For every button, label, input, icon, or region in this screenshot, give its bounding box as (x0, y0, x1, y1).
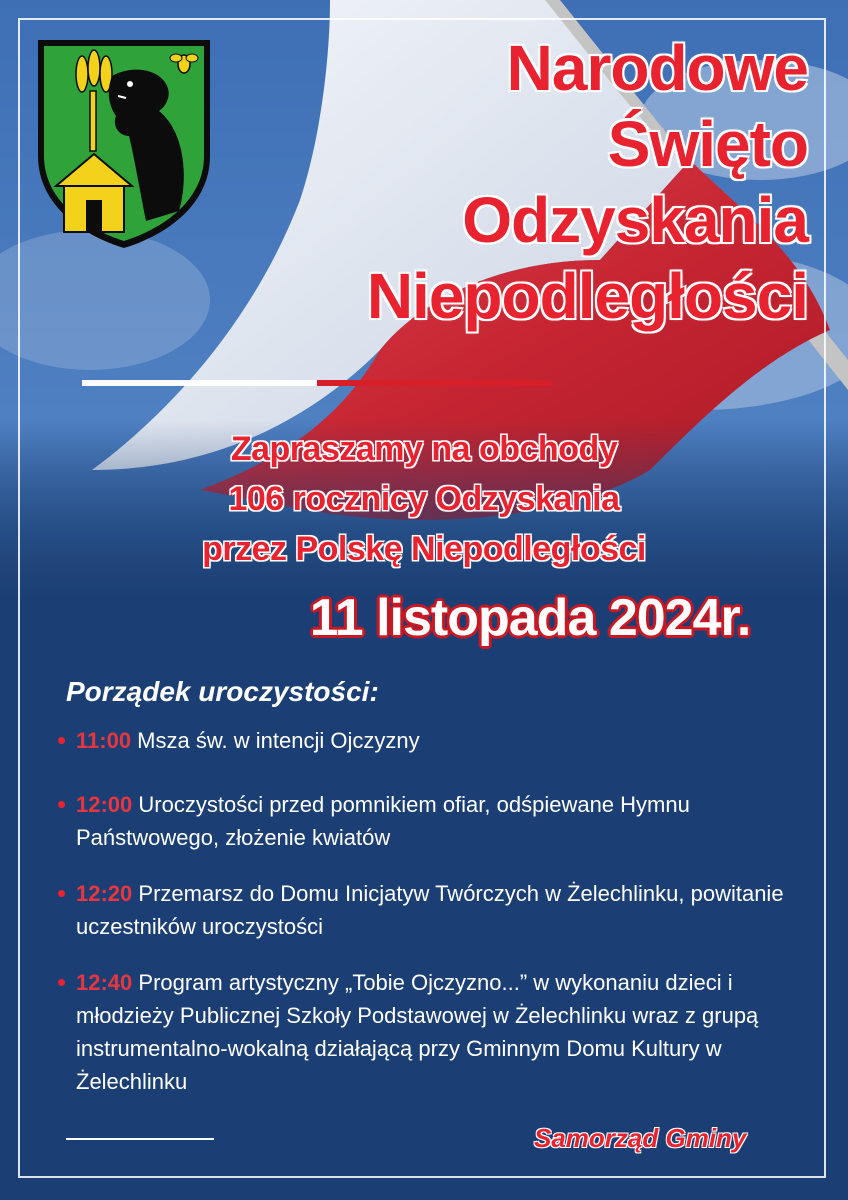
title-line: Odzyskania (462, 184, 808, 256)
event-date: 11 listopada 2024r. (309, 589, 751, 647)
divider-red-part (317, 380, 552, 386)
schedule-text: Msza św. w intencji Ojczyzny (137, 728, 420, 753)
bullet-icon (58, 737, 65, 744)
divider-white-part (82, 380, 317, 386)
schedule-item (54, 966, 814, 1098)
schedule-time: 12:00 (76, 792, 139, 817)
schedule-time: 11:00 (76, 728, 138, 753)
coat-of-arms-icon (34, 36, 214, 252)
invitation-text (100, 424, 748, 574)
page-title (248, 30, 808, 334)
schedule-time: 12:40 (76, 970, 139, 995)
signature: Samorząd Gminy (534, 1123, 747, 1153)
title-line: Święto (607, 108, 808, 180)
schedule-item (54, 788, 814, 854)
invitation-line: 106 rocznicy Odzyskania (228, 480, 620, 518)
invitation-line: Zapraszamy na obchody (230, 430, 618, 468)
schedule-text: Uroczystości przed pomnikiem ofiar, odśpiewane Hymnu Państwowego, złożenie kwiatów (76, 792, 690, 850)
bullet-icon (58, 801, 65, 808)
divider-white-red (82, 380, 552, 386)
schedule-time: 12:20 (76, 881, 139, 906)
program-schedule (54, 724, 814, 1129)
footer-divider (66, 1138, 214, 1140)
program-heading: Porządek uroczystości: (66, 676, 379, 707)
schedule-text: Program artystyczny „Tobie Ojczyzno...” w wykonaniu dzieci i młodzieży Publicznej Szkoły Podstawowej w Żelechlinku wraz z grupą instrumentalno-wokalną działającą przy Gminnym Domu Kultury w Żelechlinku (76, 970, 759, 1094)
bullet-icon (58, 979, 65, 986)
invitation-line: przez Polskę Niepodległości (202, 530, 646, 568)
bullet-icon (58, 890, 65, 897)
title-line: Narodowe (506, 32, 808, 104)
schedule-item (54, 724, 814, 757)
title-line: Niepodległości (366, 260, 808, 332)
schedule-text: Przemarsz do Domu Inicjatyw Twórczych w Żelechlinku, powitanie uczestników uroczystości (76, 881, 784, 939)
schedule-item (54, 877, 814, 943)
